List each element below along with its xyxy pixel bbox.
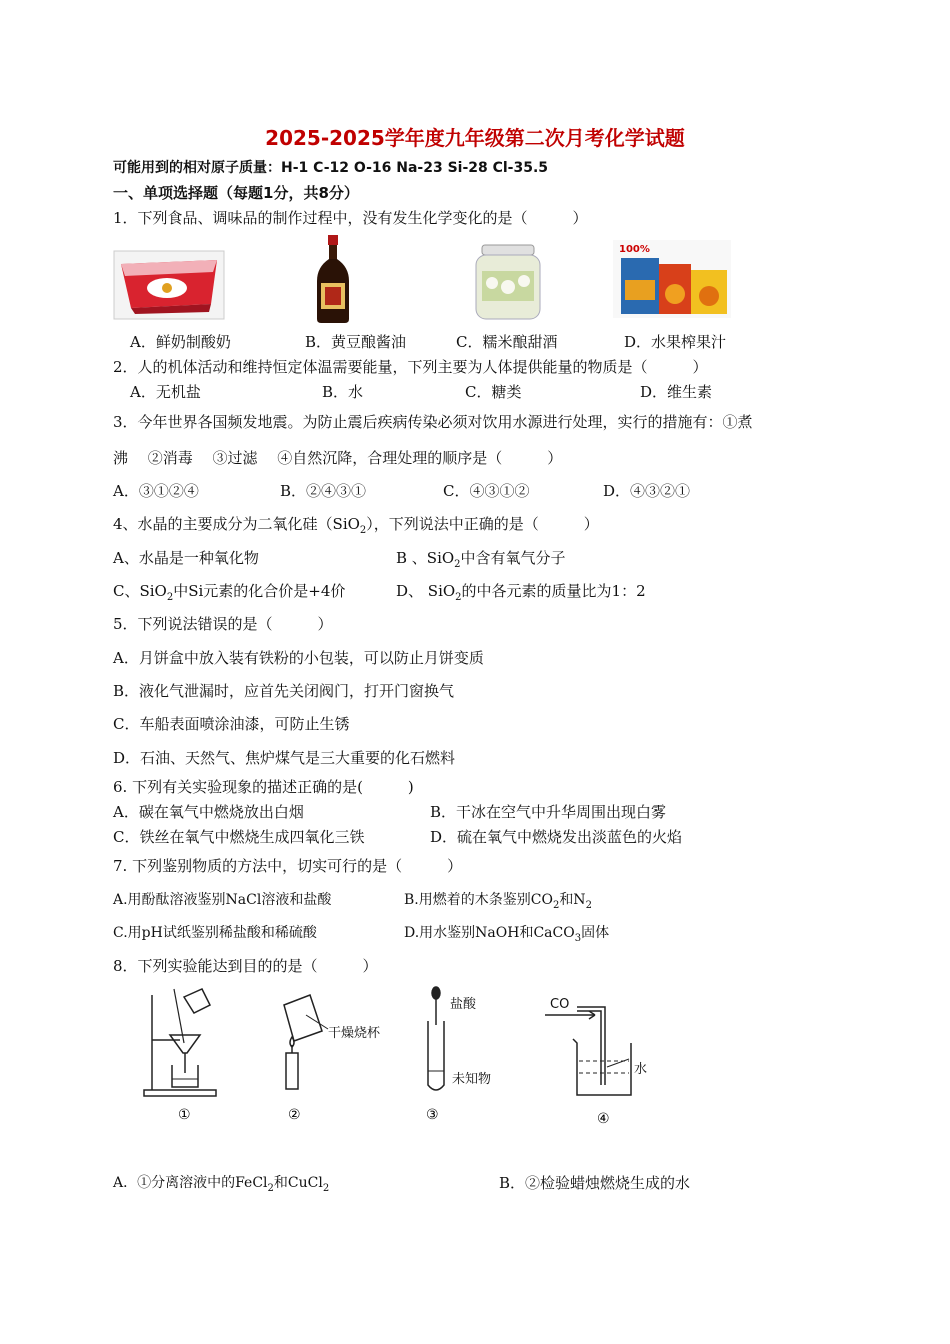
section-heading: 一、单项选择题（每题1分，共8分） xyxy=(113,184,359,202)
q1-option-c: C．糯米酿甜酒 xyxy=(456,333,558,351)
q7-option-a: A.用酚酞溶液鉴别NaCl溶液和盐酸 xyxy=(113,892,332,908)
yogurt-image xyxy=(113,250,225,320)
page-title: 2025-2025学年度九年级第二次月考化学试题 xyxy=(265,126,685,150)
figure-1-number: ① xyxy=(178,1107,191,1123)
q3-option-a: A．③①②④ xyxy=(113,482,199,500)
q6-option-c: C．铁丝在氧气中燃烧生成四氧化三铁 xyxy=(113,828,365,846)
q3-stem-line1: 3．今年世界各国频发地震。为防止震后疾病传染必须对饮用水源进行处理，实行的措施有：①煮 xyxy=(113,413,753,431)
q6-option-a: A．碳在氧气中燃烧放出白烟 xyxy=(113,803,304,821)
dry-beaker-label: 干燥烧杯 xyxy=(328,1026,381,1041)
q2-option-c: C．糖类 xyxy=(465,383,522,401)
q6-option-d: D．硫在氧气中燃烧发出淡蓝色的火焰 xyxy=(430,828,683,846)
q2-option-d: D．维生素 xyxy=(640,383,713,401)
fruit-juice-box-image xyxy=(613,240,731,318)
q3-option-c: C．④③①② xyxy=(443,482,530,500)
q4-option-c: C、SiO$_2$中Si元素的化合价是+4价 xyxy=(113,582,346,603)
figure-4-number: ④ xyxy=(597,1111,610,1125)
q8-option-b: B．②检验蜡烛燃烧生成的水 xyxy=(499,1174,691,1192)
q2-option-a: A．无机盐 xyxy=(130,383,201,401)
q5-option-d: D．石油、天然气、焦炉煤气是三大重要的化石燃料 xyxy=(113,749,456,767)
unknown-substance-label: 未知物 xyxy=(452,1072,492,1087)
juice-percent-label: 100% xyxy=(619,244,650,255)
rice-wine-jar-image xyxy=(472,243,544,321)
figure-3-number: ③ xyxy=(426,1107,439,1123)
q4-option-d: D、 SiO$_2$的中各元素的质量比为1：2 xyxy=(396,582,646,603)
q8-stem: 8．下列实验能达到目的的是（ ） xyxy=(113,957,378,975)
q5-option-c: C．车船表面喷涂油漆，可防止生锈 xyxy=(113,715,350,733)
q4-option-b: B 、SiO$_2$中含有氧气分子 xyxy=(396,549,566,570)
q5-option-a: A．月饼盒中放入装有铁粉的小包装，可以防止月饼变质 xyxy=(113,649,484,667)
hydrochloric-acid-label: 盐酸 xyxy=(450,997,477,1012)
q2-option-b: B．水 xyxy=(322,383,364,401)
q1-stem: 1．下列食品、调味品的制作过程中，没有发生化学变化的是（ ） xyxy=(113,209,588,227)
candle-beaker-diagram xyxy=(272,985,372,1125)
q7-option-d: D.用水鉴别NaOH和CaCO$_3$固体 xyxy=(404,925,610,944)
q6-option-b: B．干冰在空气中升华周围出现白雾 xyxy=(430,803,667,821)
q3-option-d: D．④③②① xyxy=(603,482,691,500)
water-label: 水 xyxy=(634,1062,648,1077)
q7-option-b: B.用燃着的木条鉴别$CO_2$和$N_2$ xyxy=(404,892,592,911)
q2-stem: 2．人的机体活动和维持恒定体温需要能量，下列主要为人体提供能量的物质是（ ） xyxy=(113,358,708,376)
q5-stem: 5．下列说法错误的是（ ） xyxy=(113,615,333,633)
co-label: CO xyxy=(550,997,570,1012)
q1-option-a: A．鲜奶制酸奶 xyxy=(130,333,231,351)
q8-option-a: A．①分离溶液中的FeCl$_2$和CuCl$_2$ xyxy=(113,1175,330,1194)
atomic-masses: 可能用到的相对原子质量：H-1 C-12 O-16 Na-23 Si-28 Cl-35.5 xyxy=(113,160,549,176)
q1-option-d: D．水果榨果汁 xyxy=(624,333,727,351)
q3-stem-line2: 沸 ②消毒 ③过滤 ④自然沉降，合理处理的顺序是（ ） xyxy=(113,449,563,467)
q7-stem: 7. 下列鉴别物质的方法中，切实可行的是（ ） xyxy=(113,857,463,875)
filtration-apparatus-diagram xyxy=(140,985,230,1125)
q7-option-c: C.用pH试纸鉴别稀盐酸和稀硫酸 xyxy=(113,925,317,941)
q5-option-b: B．液化气泄漏时，应首先关闭阀门，打开门窗换气 xyxy=(113,682,455,700)
q4-stem: 4、水晶的主要成分为二氧化硅（SiO$_2$），下列说法中正确的是（ ） xyxy=(113,515,599,536)
figure-2-number: ② xyxy=(288,1107,301,1123)
q4-option-a: A、水晶是一种氧化物 xyxy=(113,549,259,567)
q3-option-b: B．②④③① xyxy=(280,482,367,500)
soy-sauce-bottle-image xyxy=(313,235,353,323)
q1-option-b: B．黄豆酿酱油 xyxy=(305,333,407,351)
q6-stem: 6. 下列有关实验现象的描述正确的是( ) xyxy=(113,778,414,796)
